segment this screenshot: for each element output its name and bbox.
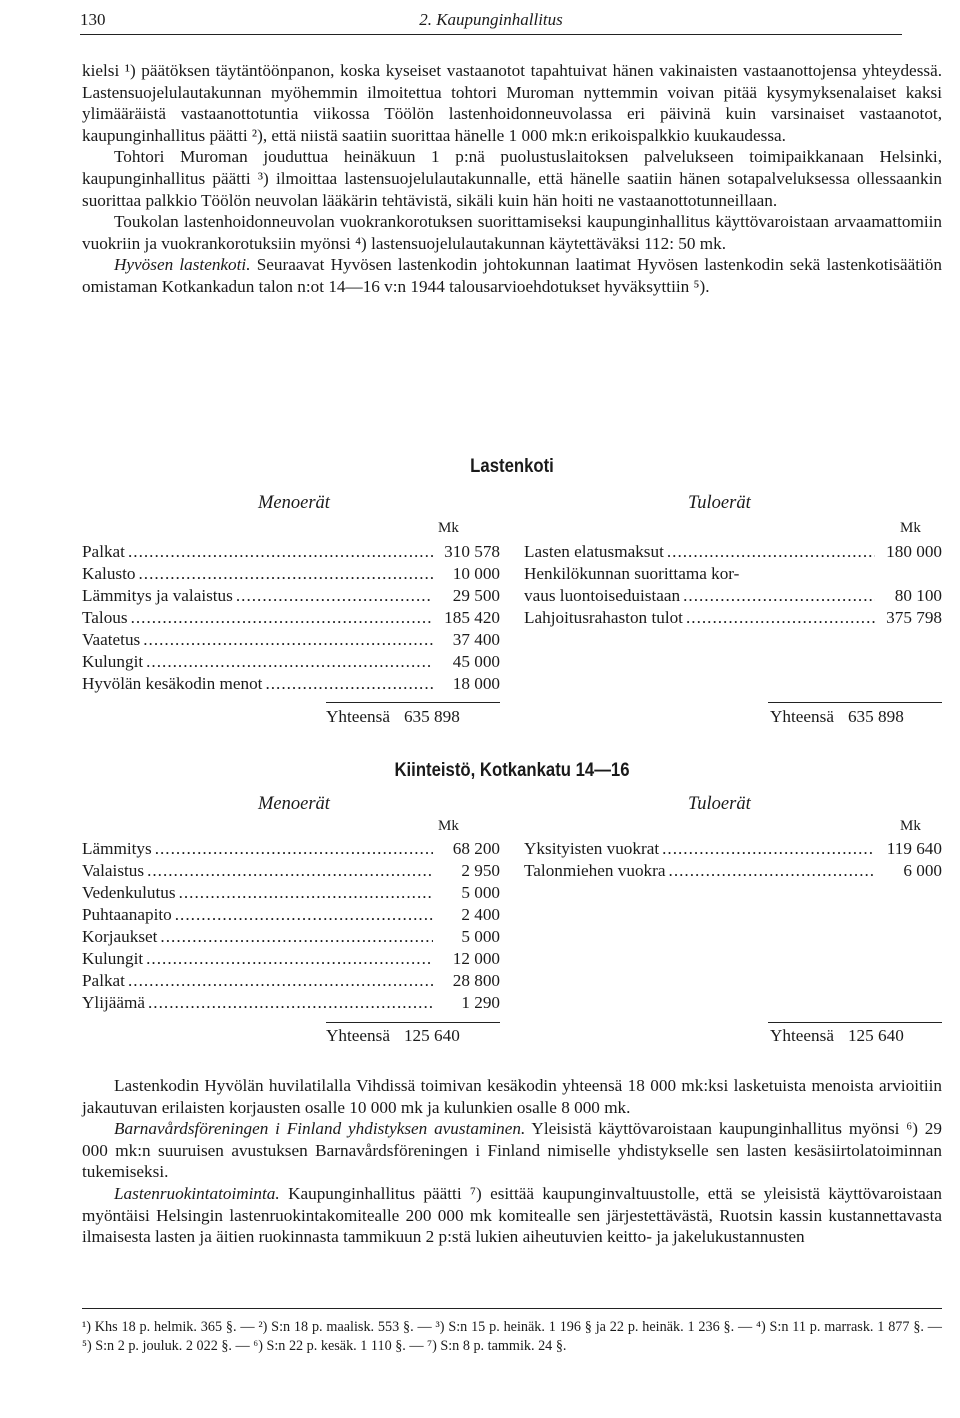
expenses-heading: Menoerät <box>258 794 330 814</box>
paragraph-2: Tohtori Muroman jouduttua heinäkuun 1 p:nä puolustuslaitoksen palvelukseen toimipaikkanaan Helsinki, kaupunginhallitus päätti ³) ilmoittaa lastensuojelulautakunnalle, että hänelle saatiin hänen sotapalveluksessa ollessaankin suorittaa palkkio Töölön neuvolan lääkärin tehtävistä, sikäli kuin hän hoiti ne vastaanottotunneillaan. <box>82 147 942 210</box>
page-number: 130 <box>80 10 106 29</box>
body-text-top <box>82 60 942 298</box>
table-row: Kalusto ..... 10 000 <box>82 563 500 585</box>
income-total: Yhteensä 125 640 <box>770 1026 904 1045</box>
expenses-heading: Menoerät <box>258 493 330 513</box>
paragraph-3: Toukolan lastenhoidonneuvolan vuokrankorotuksen suorittamiseksi kaupunginhallitus käyttövaroistaan arvaamattomiin vuokriin ja vuokrankorotuksiin myönsi ⁴) lastensuojelulautakunnan käytettäväksi 112: 50 mk. <box>82 212 942 253</box>
running-header <box>80 8 902 35</box>
running-title: 2. Kaupunginhallitus <box>419 10 563 29</box>
table-row: Talous ..... 185 420 <box>82 607 500 629</box>
income-heading: Tuloerät <box>688 794 751 814</box>
sum-rule <box>768 1022 942 1023</box>
table-row: vaus luontoiseduistaan ..... 80 100 <box>524 585 942 607</box>
paragraph-barnavard <box>82 1118 942 1183</box>
income-list <box>524 541 942 629</box>
table-row: Vaatetus ..... 37 400 <box>82 629 500 651</box>
hyvonen-text: Seuraavat Hyvösen lastenkodin johtokunnan laatimat Hyvösen lastenkodin sekä lastenkotisäätiön omistaman Kotkankadun talon n:ot 14—16 v:n 1944 talousarvioehdotukset hyväksyttiin ⁵). <box>82 255 942 296</box>
table-row: Palkat ..... 28 800 <box>82 970 500 992</box>
table-row: Valaistus ..... 2 950 <box>82 860 500 882</box>
unit-label: Mk <box>900 818 921 834</box>
paragraph-1: kielsi ¹) päätöksen täytäntöönpanon, koska kyseiset vastaanotot tapahtuivat hänen vakinaisten vastaanottojensa yhteydessä. Lastensuojelulautakunnan myöhemmin ilmoitettua tohtori Muroman nyttemmin voivan pitää kysymyksenalaiset kaksi ylimääräistä vastaanottotuntia viikossa Töölön lastenhoidonneuvolassa eri päivinä kuin varsinaiset vastaanotot, kaupunginhallitus päätti ²), että niistä saatiin suorittaa hänelle 1 000 mk:n erikoispalkkio kuukaudessa. <box>82 61 942 145</box>
table-row: Hyvölän kesäkodin menot ..... 18 000 <box>82 673 500 695</box>
unit-label: Mk <box>900 520 921 536</box>
table-title: Kiinteistö, Kotkankatu 14—16 <box>394 760 630 781</box>
income-total: Yhteensä 635 898 <box>770 707 904 726</box>
table-row: Korjaukset ..... 5 000 <box>82 926 500 948</box>
income-heading: Tuloerät <box>688 493 751 513</box>
unit-label: Mk <box>438 818 459 834</box>
table-row: Lahjoitusrahaston tulot ..... 375 798 <box>524 607 942 629</box>
table-row: Lämmitys ja valaistus ..... 29 500 <box>82 585 500 607</box>
ruokinta-heading: Lastenruokintatoiminta. <box>114 1183 280 1203</box>
sum-rule <box>326 702 500 703</box>
table-row: Palkat ..... 310 578 <box>82 541 500 563</box>
hyvonen-heading: Hyvösen lastenkoti. <box>114 255 251 275</box>
table-row: Kulungit ..... 45 000 <box>82 651 500 673</box>
footnote-rule <box>82 1308 942 1309</box>
table-title: Lastenkoti <box>470 456 554 477</box>
table-row: Puhtaanapito ..... 2 400 <box>82 904 500 926</box>
expenses-total: Yhteensä 125 640 <box>326 1026 460 1045</box>
expenses-list <box>82 541 500 695</box>
income-list <box>524 838 942 882</box>
ruokinta-text: Kaupunginhallitus päätti ⁷) esittää kaupunginvaltuustolle, että se yleisistä käyttövaroistaan myöntäisi Helsingin lastenruokintakomitealle 200 000 mk komitealle sen järjestettävästä, Ruotsin kassin kustannettavasta ilmaisesta lasten ja äitien ruokinnasta tammikuun 2 p:stä lukien aiheutuvien keitto- ja jakelukustannusten <box>82 1183 942 1247</box>
paragraph-hyvonen <box>82 254 942 297</box>
expenses-total: Yhteensä 635 898 <box>326 707 460 726</box>
table-row: Vedenkulutus ..... 5 000 <box>82 882 500 904</box>
table-row: Ylijäämä ..... 1 290 <box>82 992 500 1014</box>
barnavard-text: Yleisistä käyttövaroistaan kaupunginhallitus myönsi ⁶) 29 000 mk:n suuruisen avustuksen Barnavårdsföreningen i Finland nimiselle yhdistykselle sen lasten kesäsiirtolatoiminnan tukemiseksi. <box>82 1119 942 1182</box>
barnavard-heading: Barnavårdsföreningen i Finland yhdistyksen avustaminen. <box>114 1119 526 1139</box>
table-row: Yksityisten vuokrat ..... 119 640 <box>524 838 942 860</box>
table-row: Henkilökunnan suorittama kor- <box>524 564 740 583</box>
paragraph-hyvola: Lastenkodin Hyvölän huvilatilalla Vihdissä toimivan kesäkodin yhteensä 18 000 mk:ksi lasketuista menoista arvioitiin jakautuvan erilaisten korjausten osalle 10 000 mk ja kulunkien osalle 8 000 mk. <box>82 1076 942 1117</box>
table-row: Kulungit ..... 12 000 <box>82 948 500 970</box>
sum-rule <box>768 702 942 703</box>
footnotes: ¹) Khs 18 p. helmik. 365 §. — ²) S:n 18 p. maalisk. 553 §. — ³) S:n 15 p. heinäk. 1 196 § ja 22 p. heinäk. 1 236 §. — ⁴) S:n 11 p. marrask. 1 877 §. — ⁵) S:n 2 p. jouluk. 2 022 §. — ⁶) S:n 22 p. kesäk. 1 110 §. — ⁷) S:n 8 p. tammik. 24 §. <box>82 1319 942 1354</box>
body-text-bottom <box>82 1075 942 1248</box>
sum-rule <box>326 1022 500 1023</box>
table-row: Talonmiehen vuokra ..... 6 000 <box>524 860 942 882</box>
table-row: Lämmitys ..... 68 200 <box>82 838 500 860</box>
paragraph-ruokinta <box>82 1183 942 1248</box>
unit-label: Mk <box>438 520 459 536</box>
table-row: Lasten elatusmaksut ..... 180 000 <box>524 541 942 563</box>
expenses-list <box>82 838 500 1014</box>
